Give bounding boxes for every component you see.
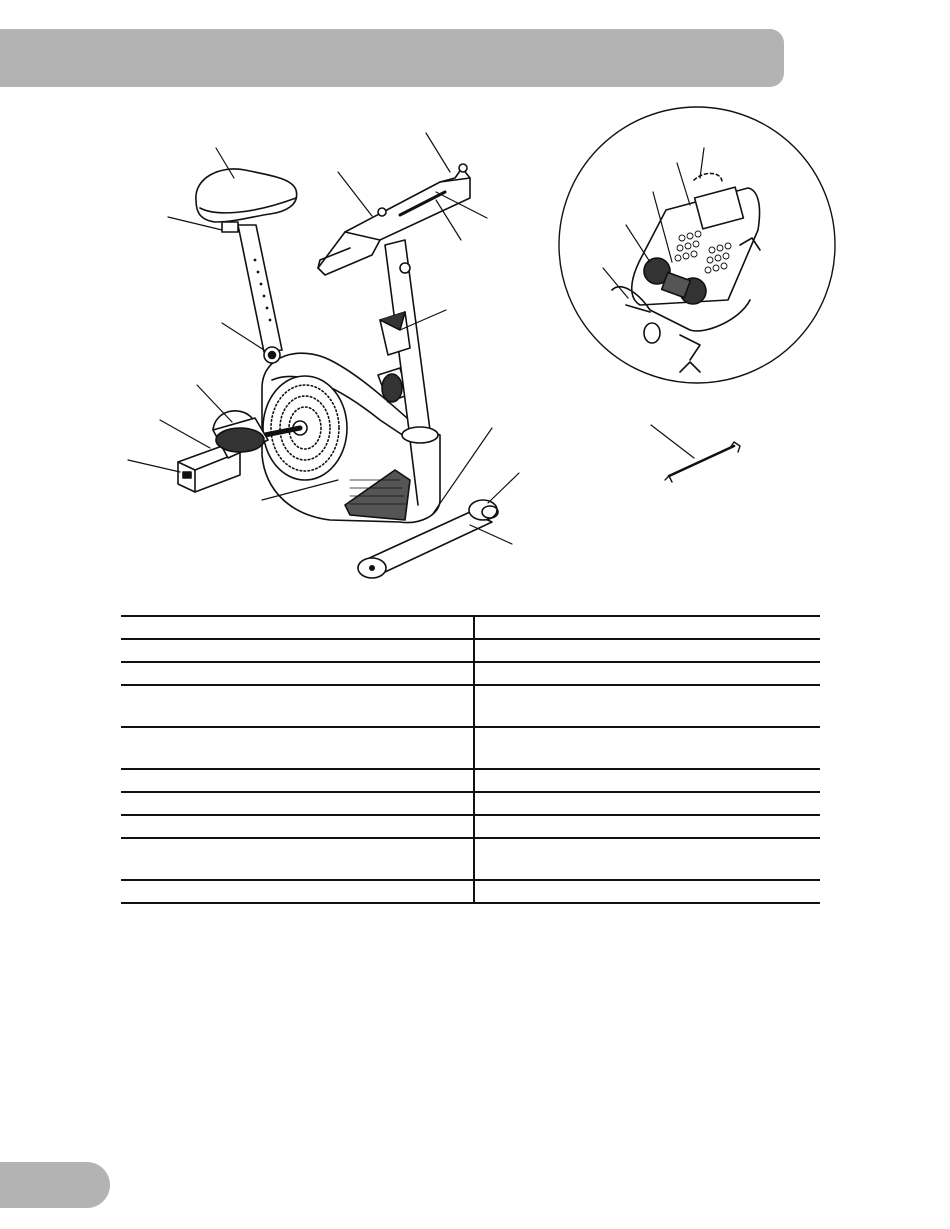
part-number-cell	[121, 662, 161, 685]
part-number-cell	[121, 815, 161, 838]
part-description-cell	[161, 792, 474, 815]
part-description-cell	[161, 685, 474, 727]
part-number-cell	[474, 792, 517, 815]
table-row	[121, 769, 820, 792]
part-description-cell	[517, 662, 820, 685]
part-number-cell	[474, 662, 517, 685]
part-description-cell	[161, 616, 474, 639]
table-row	[121, 880, 820, 903]
part-number-cell	[121, 769, 161, 792]
part-description-cell	[517, 792, 820, 815]
table-row	[121, 662, 820, 685]
parts-table-body	[121, 616, 820, 903]
part-description-cell	[517, 815, 820, 838]
part-number-cell	[121, 880, 161, 903]
part-description-cell	[517, 685, 820, 727]
table-row	[121, 815, 820, 838]
table-row	[121, 727, 820, 769]
table-row	[121, 792, 820, 815]
part-description-cell	[161, 639, 474, 662]
part-description-cell	[517, 880, 820, 903]
part-description-cell	[517, 616, 820, 639]
parts-table	[121, 615, 820, 904]
part-number-cell	[474, 880, 517, 903]
part-number-cell	[121, 838, 161, 880]
part-number-cell	[121, 792, 161, 815]
part-description-cell	[517, 838, 820, 880]
table-row	[121, 639, 820, 662]
console-detail-inset	[559, 107, 835, 383]
seat-post	[238, 225, 282, 363]
part-description-cell	[161, 769, 474, 792]
part-description-cell	[161, 815, 474, 838]
bottle-holder	[380, 312, 410, 355]
seat	[196, 169, 297, 232]
bike-illustration	[0, 0, 950, 600]
part-number-cell	[474, 616, 517, 639]
part-number-cell	[121, 639, 161, 662]
part-number-cell	[474, 727, 517, 769]
part-number-cell	[121, 616, 161, 639]
flywheel-cover	[263, 376, 347, 480]
part-description-cell	[517, 639, 820, 662]
page-number-tab	[0, 1162, 110, 1208]
part-number-cell	[121, 727, 161, 769]
part-description-cell	[517, 769, 820, 792]
part-number-cell	[474, 769, 517, 792]
part-description-cell	[161, 838, 474, 880]
table-row	[121, 838, 820, 880]
part-description-cell	[161, 662, 474, 685]
part-description-cell	[161, 880, 474, 903]
part-number-cell	[474, 815, 517, 838]
part-description-cell	[517, 727, 820, 769]
part-description-cell	[161, 727, 474, 769]
part-number-cell	[474, 639, 517, 662]
part-number-cell	[474, 838, 517, 880]
table-row	[121, 685, 820, 727]
part-number-cell	[121, 685, 161, 727]
part-number-cell	[474, 685, 517, 727]
power-cord	[651, 425, 740, 482]
table-row	[121, 616, 820, 639]
